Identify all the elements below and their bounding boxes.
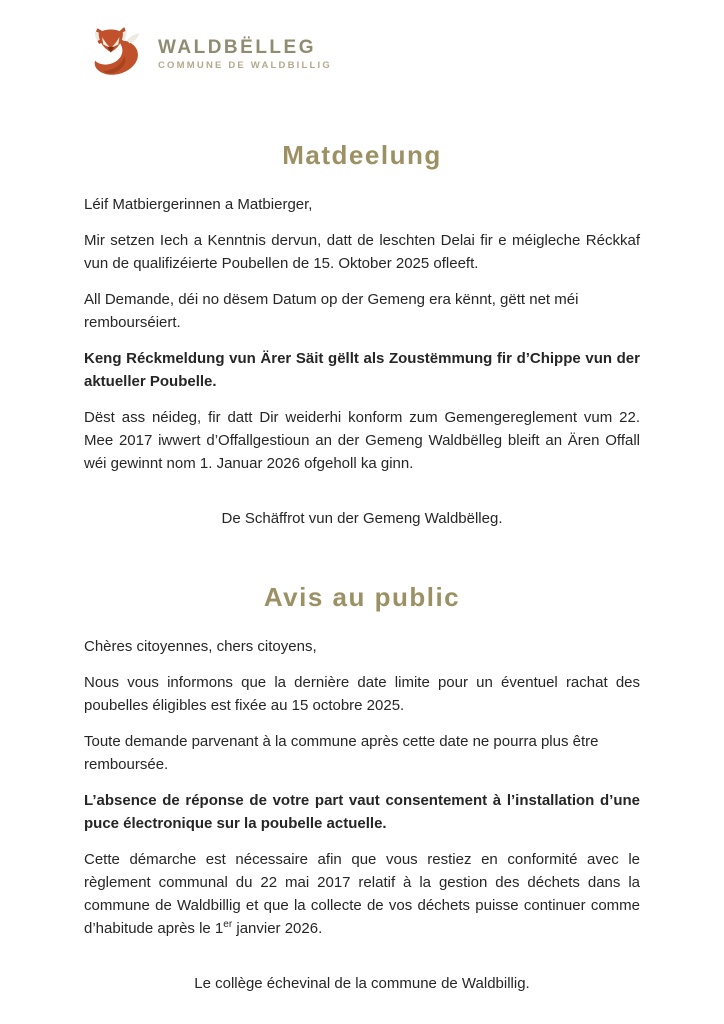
lb-paragraph-regulation: Dëst ass néideg, fir datt Dir weiderhi konform zum Gemengereglement vum 22. Mee 2017 iwwert d’Offallgestioun an der Gemeng Waldbëlleg bleift an Ären Offall wéi gewinnt nom 1. Januar 2026 ofgeholl ka ginn.: [84, 409, 640, 472]
logo-text-block: [158, 37, 332, 73]
lb-paragraph-consent-bold: Keng Réckmeldung vun Ärer Säit gëllt als Zoustëmmung fir d’Chippe vun der aktueller Poubelle.: [84, 350, 640, 390]
fr-paragraph-no-refund: Toute demande parvenant à la commune après cette date ne pourra plus être remboursée.: [84, 733, 599, 773]
fr-paragraph-deadline: Nous vous informons que la dernière date limite pour un éventuel rachat des poubelles éligibles est fixée au 15 octobre 2025.: [84, 674, 640, 714]
lb-paragraph-no-refund: All Demande, déi no dësem Datum op der Gemeng era kënnt, gëtt net méi rembourséiert.: [84, 291, 579, 331]
lb-salutation: Léif Matbiergerinnen a Matbierger,: [84, 196, 313, 213]
fr-paragraph-regulation-end: janvier 2026.: [232, 920, 323, 937]
document-content: [0, 140, 724, 995]
section-heading-avis: Avis au public: [263, 582, 461, 612]
fr-paragraph-regulation: [84, 848, 640, 940]
fr-salutation: Chères citoyennes, chers citoyens,: [84, 638, 317, 655]
lb-signature: De Schäffrot vun der Gemeng Waldbëlleg.: [221, 510, 503, 527]
fr-signature: Le collège échevinal de la commune de Waldbillig.: [194, 975, 530, 992]
logo-commune-name: WALDBËLLEG: [158, 37, 316, 58]
lb-paragraph-deadline: Mir setzen Iech a Kenntnis dervun, datt de leschten Delai fir e méigleche Réckkaf vun de qualifizéierte Poubellen de 15. Oktober 2025 ofleeft.: [84, 232, 640, 272]
fr-ordinal-superscript: er: [223, 919, 233, 930]
logo-commune-subtitle: COMMUNE DE WALDBILLIG: [158, 60, 332, 71]
commune-logo: [0, 0, 724, 84]
fr-paragraph-consent-bold: L’absence de réponse de votre part vaut consentement à l’installation d’une puce électronique sur la poubelle actuelle.: [84, 792, 640, 832]
section-heading-matdeelung: Matdeelung: [282, 140, 442, 170]
fr-paragraph-regulation-text: Cette démarche est nécessaire afin que vous restiez en conformité avec le règlement communal du 22 mai 2017 relatif à la gestion des déchets dans la commune de Waldbillig et que la collecte de vos déchets puisse continuer comme d’habitude après le 1: [84, 851, 640, 937]
fox-logo-icon: [84, 26, 148, 84]
